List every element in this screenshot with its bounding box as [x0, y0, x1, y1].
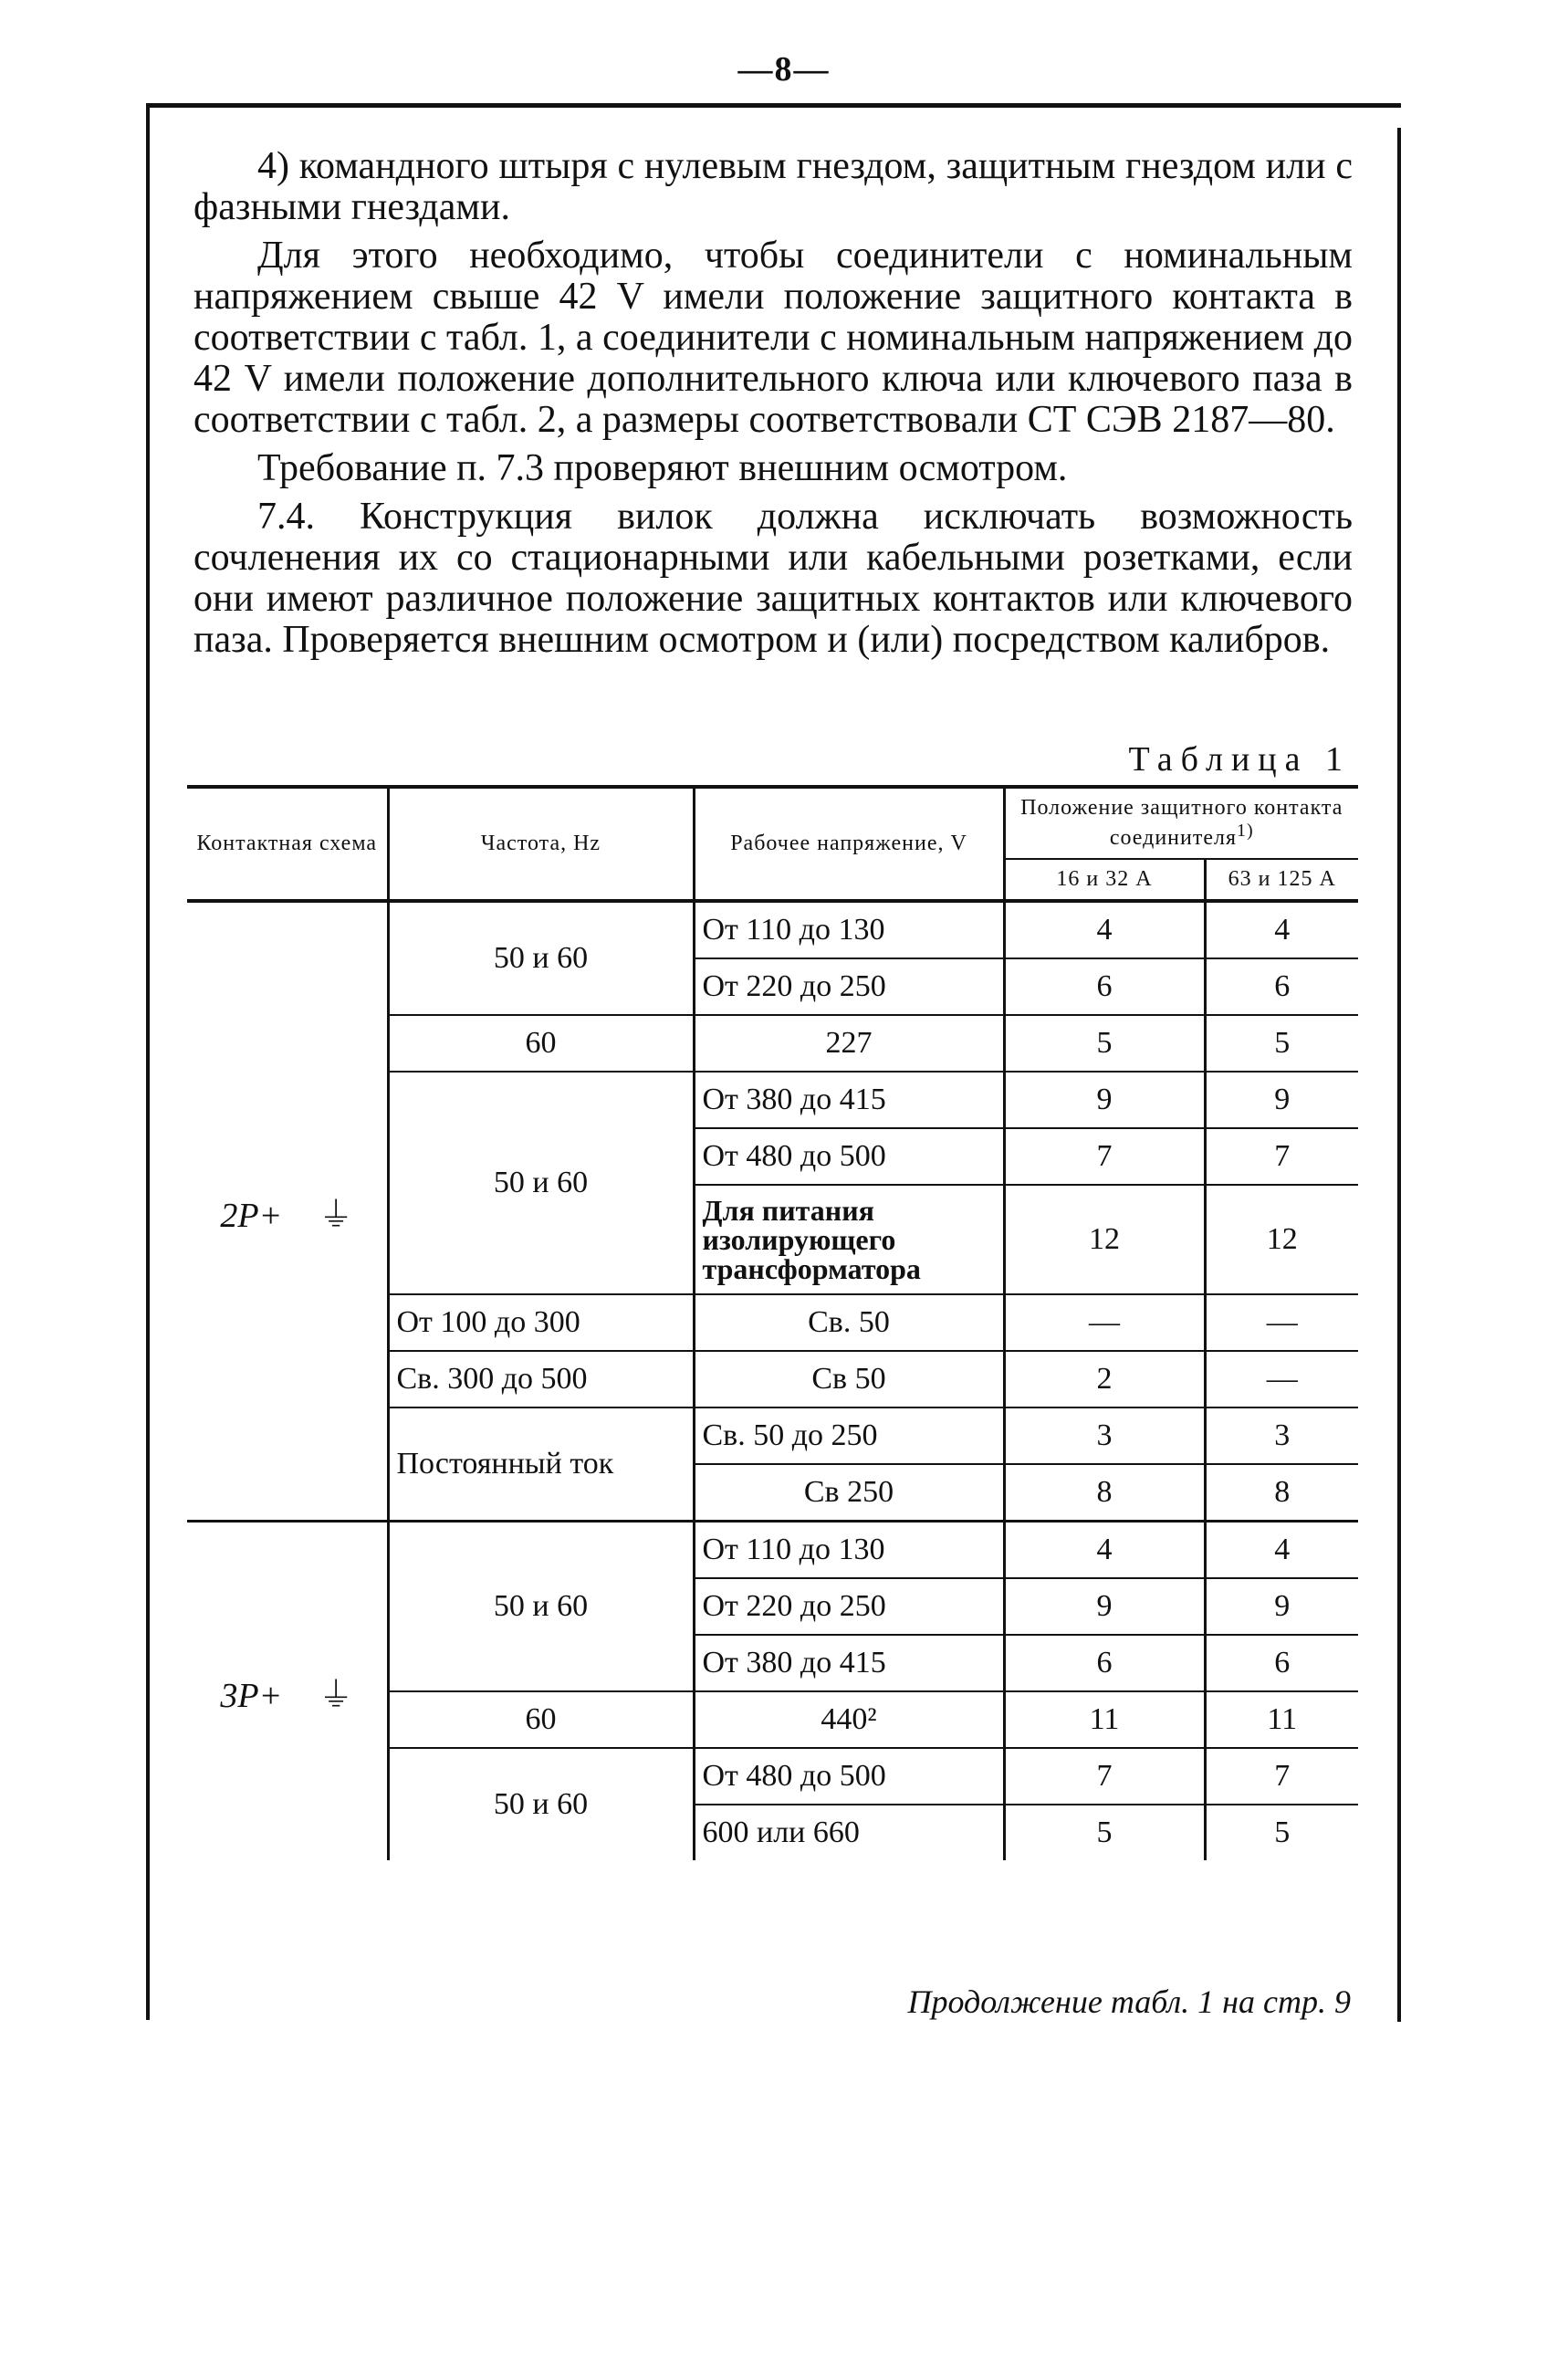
schema-label: 2P+ — [220, 1196, 283, 1235]
voltage-cell: Св 250 — [694, 1464, 1004, 1522]
voltage-cell: Для питания изолирующего трансформатора — [694, 1185, 1004, 1294]
position-b-cell: 9 — [1205, 1072, 1358, 1128]
header-current-16-32: 16 и 32 A — [1004, 859, 1205, 901]
voltage-cell: Св. 50 — [694, 1294, 1004, 1351]
position-b-cell: 9 — [1205, 1578, 1358, 1635]
position-b-cell: 12 — [1205, 1185, 1358, 1294]
paragraph: 4) командного штыря с нулевым гнездом, защитным гнездом или с фазными гнездами. — [193, 145, 1353, 228]
voltage-cell: 600 или 660 — [694, 1805, 1004, 1860]
position-b-cell: — — [1205, 1351, 1358, 1407]
voltage-cell: От 480 до 500 — [694, 1128, 1004, 1185]
schema-3p — [187, 1522, 388, 1861]
table-row — [187, 901, 1358, 958]
position-a-cell: 5 — [1004, 1015, 1205, 1072]
position-b-cell: 4 — [1205, 1522, 1358, 1579]
position-a-cell: 11 — [1004, 1691, 1205, 1748]
position-a-cell: 9 — [1004, 1072, 1205, 1128]
position-a-cell: 9 — [1004, 1578, 1205, 1635]
body-text — [193, 146, 1353, 668]
position-a-cell: 7 — [1004, 1128, 1205, 1185]
position-b-cell: 7 — [1205, 1128, 1358, 1185]
position-a-cell: 5 — [1004, 1805, 1205, 1860]
voltage-cell: От 110 до 130 — [694, 1522, 1004, 1579]
freq-cell: Постоянный ток — [388, 1407, 694, 1522]
freq-cell: От 100 до 300 — [388, 1294, 694, 1351]
position-a-cell: 12 — [1004, 1185, 1205, 1294]
position-a-cell: 7 — [1004, 1748, 1205, 1805]
freq-cell: Св. 300 до 500 — [388, 1351, 694, 1407]
voltage-cell: От 480 до 500 — [694, 1748, 1004, 1805]
header-position — [1004, 787, 1358, 859]
voltage-cell: От 380 до 415 — [694, 1635, 1004, 1691]
position-b-cell: — — [1205, 1294, 1358, 1351]
voltage-cell: От 220 до 250 — [694, 1578, 1004, 1635]
position-a-cell: 6 — [1004, 958, 1205, 1015]
position-b-cell: 8 — [1205, 1464, 1358, 1522]
voltage-cell: 440² — [694, 1691, 1004, 1748]
position-b-cell: 11 — [1205, 1691, 1358, 1748]
freq-cell: 50 и 60 — [388, 1072, 694, 1294]
header-frequency: Частота, Hz — [388, 787, 694, 901]
position-b-cell: 7 — [1205, 1748, 1358, 1805]
position-b-cell: 5 — [1205, 1805, 1358, 1860]
position-a-cell: 8 — [1004, 1464, 1205, 1522]
header-voltage: Рабочее напряжение, V — [694, 787, 1004, 901]
voltage-cell: От 110 до 130 — [694, 901, 1004, 958]
ground-icon: ⏚ — [319, 1676, 354, 1715]
schema-2p — [187, 901, 388, 1522]
schema-label: 3P+ — [220, 1676, 283, 1715]
freq-cell: 60 — [388, 1015, 694, 1072]
top-rule — [146, 103, 1401, 108]
contact-position-table — [187, 785, 1358, 1860]
header-current-63-125: 63 и 125 A — [1205, 859, 1358, 901]
paragraph: 7.4. Конструкция вилок должна исключать возможность сочленения их со стационарными или кабельными розетками, если они имеют различное положение защитных контактов или ключевого паза. Проверяется внешним осмотром и (или) посредством калибров. — [193, 496, 1353, 661]
position-a-cell: — — [1004, 1294, 1205, 1351]
continuation-note: Продолжение табл. 1 на стр. 9 — [907, 1983, 1351, 2020]
voltage-cell: Св. 50 до 250 — [694, 1407, 1004, 1464]
position-b-cell: 6 — [1205, 958, 1358, 1015]
voltage-cell: Св 50 — [694, 1351, 1004, 1407]
ground-icon: ⏚ — [319, 1196, 354, 1235]
position-a-cell: 4 — [1004, 1522, 1205, 1579]
position-b-cell: 6 — [1205, 1635, 1358, 1691]
position-b-cell: 3 — [1205, 1407, 1358, 1464]
table-title: Таблица 1 — [1128, 740, 1351, 779]
freq-cell: 50 и 60 — [388, 1748, 694, 1860]
position-a-cell: 6 — [1004, 1635, 1205, 1691]
header-position-text: Положение защитного контакта соединителя — [1020, 796, 1343, 850]
voltage-cell: От 220 до 250 — [694, 958, 1004, 1015]
freq-cell: 50 и 60 — [388, 901, 694, 1015]
left-margin-line — [146, 108, 150, 2020]
position-a-cell: 2 — [1004, 1351, 1205, 1407]
position-b-cell: 4 — [1205, 901, 1358, 958]
right-margin-line — [1397, 128, 1401, 2022]
paragraph: Для этого необходимо, чтобы соединители с номинальным напряжением свыше 42 V имели положение защитного контакта в соответствии с табл. 1, а соединители с номинальным напряжением до 42 V имели положение дополнительного ключа или ключевого паза в соответствии с табл. 2, а размеры соответствовали СТ СЭВ 2187—80. — [193, 235, 1353, 441]
position-a-cell: 4 — [1004, 901, 1205, 958]
paragraph: Требование п. 7.3 проверяют внешним осмотром. — [257, 447, 1068, 489]
voltage-cell: 227 — [694, 1015, 1004, 1072]
table-row — [187, 1522, 1358, 1579]
footnote-mark: 1) — [1237, 821, 1254, 841]
position-b-cell: 5 — [1205, 1015, 1358, 1072]
voltage-cell: От 380 до 415 — [694, 1072, 1004, 1128]
freq-cell: 60 — [388, 1691, 694, 1748]
position-a-cell: 3 — [1004, 1407, 1205, 1464]
header-schema: Контактная схема — [187, 787, 388, 901]
page-number: —8— — [737, 50, 831, 89]
freq-cell: 50 и 60 — [388, 1522, 694, 1692]
